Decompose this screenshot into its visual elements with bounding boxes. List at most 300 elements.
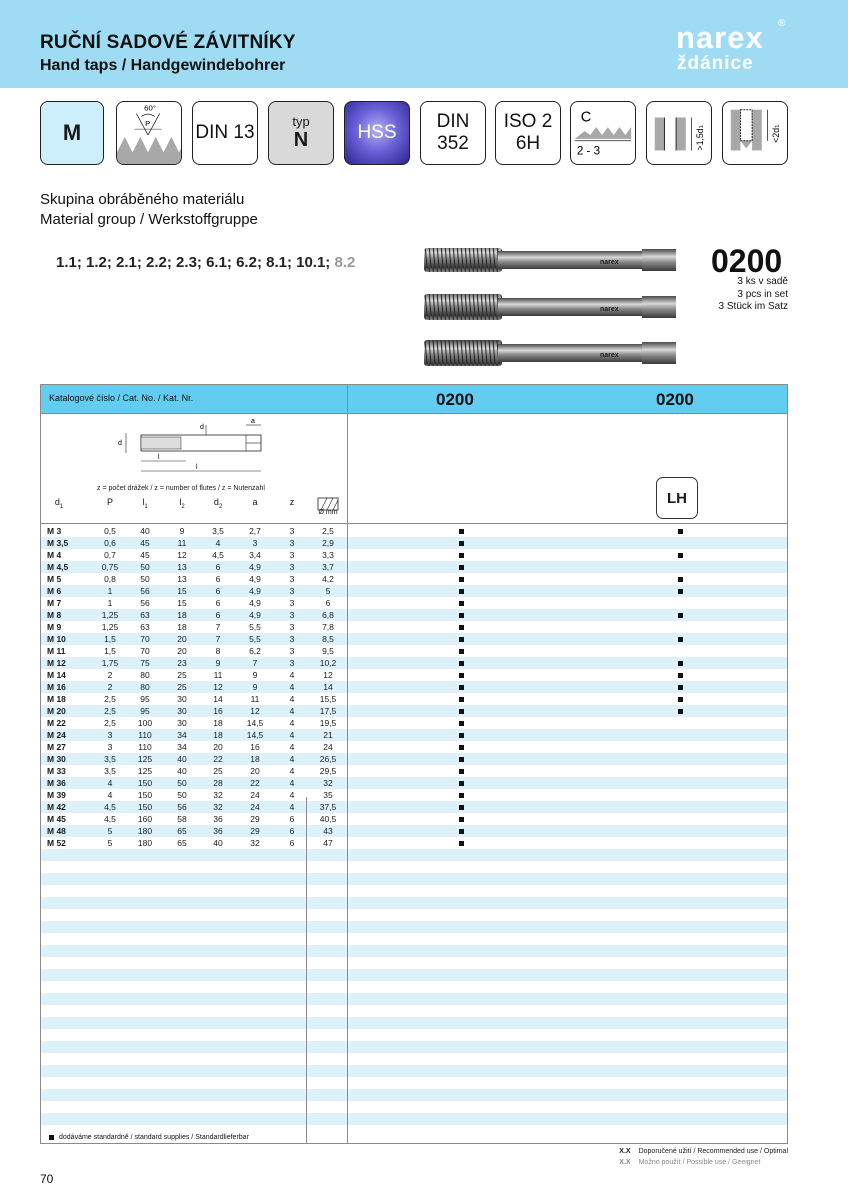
cell-l1: 80 <box>140 682 150 692</box>
table-row <box>41 1101 787 1113</box>
table-row <box>41 585 787 597</box>
supply-mark-0200-lh <box>678 661 683 666</box>
cell-thread: M 42 <box>47 802 66 812</box>
din13-label: DIN 13 <box>195 122 255 143</box>
cell-thread: M 4 <box>47 550 62 560</box>
table-row <box>41 1029 787 1041</box>
material-group-cz: Skupina obráběného materiálu <box>40 191 245 208</box>
cell-thread: M 3,5 <box>47 538 69 548</box>
cell-drill: 29,5 <box>319 766 337 776</box>
specification-table <box>40 384 788 1144</box>
table-row <box>41 981 787 993</box>
drawing-label-a: a <box>251 418 255 425</box>
supply-mark-0200 <box>459 781 464 786</box>
table-row <box>41 1089 787 1101</box>
cell-p: 0,6 <box>104 538 116 548</box>
cell-d2: 18 <box>213 730 223 740</box>
cell-l2: 34 <box>177 742 187 752</box>
supply-mark-0200-lh <box>678 529 683 534</box>
cell-a: 14,5 <box>246 718 264 728</box>
header-drill: Ø mm <box>318 509 338 516</box>
hss-label: HSS <box>357 122 397 143</box>
cell-thread: M 33 <box>47 766 66 776</box>
logo-text-top: narex <box>676 20 764 55</box>
cell-drill: 2,9 <box>322 538 334 548</box>
header-flutes: z <box>289 497 295 507</box>
cell-a: 12 <box>250 706 260 716</box>
catalog-number-label: Katalogové číslo / Cat. No. / Kat. Nr. <box>49 393 194 403</box>
cell-a: 5,5 <box>249 622 261 632</box>
supply-mark-0200-lh <box>678 589 683 594</box>
cell-d2: 6 <box>215 574 221 584</box>
cell-a: 6,2 <box>249 646 261 656</box>
through-depth-label: >1,5d <box>695 128 706 151</box>
cell-drill: 43 <box>323 826 333 836</box>
cell-p: 2 <box>107 682 113 692</box>
table-row <box>41 621 787 633</box>
table-row <box>41 1113 787 1125</box>
cell-p: 1 <box>107 586 113 596</box>
column-code-2: 0200 <box>656 390 694 409</box>
cell-a: 3,4 <box>249 550 261 560</box>
table-row <box>41 609 787 621</box>
cell-drill: 6,8 <box>322 610 334 620</box>
supply-mark-0200 <box>459 817 464 822</box>
cell-l2: 15 <box>177 586 187 596</box>
cell-z: 4 <box>289 778 295 788</box>
table-row <box>41 705 787 717</box>
cell-l2: 58 <box>177 814 187 824</box>
supply-mark-0200-lh <box>678 673 683 678</box>
cell-l1: 100 <box>137 718 153 728</box>
cell-a: 20 <box>250 766 260 776</box>
cell-a: 3 <box>252 538 258 548</box>
cell-thread: M 8 <box>47 610 62 620</box>
drawing-label-l1: l <box>196 464 198 471</box>
cell-a: 24 <box>250 790 260 800</box>
cell-a: 32 <box>250 838 260 848</box>
cell-l1: 150 <box>137 778 153 788</box>
thread-type-badge <box>40 101 104 165</box>
cell-a: 5,5 <box>249 634 261 644</box>
cell-z: 3 <box>289 538 295 548</box>
cell-d2: 9 <box>215 658 221 668</box>
cell-thread: M 5 <box>47 574 62 584</box>
cell-z: 4 <box>289 706 295 716</box>
cell-d2: 36 <box>213 814 223 824</box>
cell-l1: 160 <box>137 814 153 824</box>
cell-drill: 3,7 <box>322 562 334 572</box>
cell-l2: 23 <box>177 658 187 668</box>
cell-z: 4 <box>289 682 295 692</box>
registered-mark: ® <box>778 18 786 29</box>
header-l2-text: l <box>179 497 182 507</box>
cell-p: 0,5 <box>104 526 116 536</box>
cell-thread: M 3 <box>47 526 62 536</box>
cell-p: 5 <box>107 838 113 848</box>
cell-l2: 13 <box>177 562 187 572</box>
usage-key-possible: X.X <box>619 1159 631 1166</box>
cell-a: 11 <box>250 694 260 704</box>
cell-l2: 50 <box>177 778 187 788</box>
header-banner <box>0 0 848 88</box>
cell-p: 0,8 <box>104 574 116 584</box>
cell-p: 2 <box>107 670 113 680</box>
cell-thread: M 39 <box>47 790 66 800</box>
svg-text:>1,5d1 <box>695 125 705 150</box>
cell-z: 3 <box>289 526 295 536</box>
iso-label-bottom: 6H <box>515 133 541 154</box>
cell-l2: 11 <box>177 538 187 548</box>
cell-d2: 40 <box>213 838 223 848</box>
cell-z: 4 <box>289 730 295 740</box>
table-row <box>41 813 787 825</box>
supply-mark-0200-lh <box>678 637 683 642</box>
cell-thread: M 11 <box>47 646 66 656</box>
cell-a: 4,9 <box>249 598 261 608</box>
cell-z: 4 <box>289 802 295 812</box>
cell-thread: M 22 <box>47 718 66 728</box>
hss-material-badge <box>344 101 410 165</box>
cell-a: 4,9 <box>249 610 261 620</box>
tap-taper <box>424 248 676 272</box>
cell-a: 18 <box>250 754 260 764</box>
cell-l1: 80 <box>140 670 150 680</box>
supply-mark-0200-lh <box>678 697 683 702</box>
cell-a: 16 <box>250 742 260 752</box>
cell-d2: 25 <box>213 766 223 776</box>
din352-badge <box>420 101 486 165</box>
cell-d2: 32 <box>213 802 223 812</box>
table-row <box>41 789 787 801</box>
cell-thread: M 9 <box>47 622 62 632</box>
cell-p: 0,75 <box>101 562 119 572</box>
legend-square-icon <box>49 1135 54 1140</box>
tap-type-badge <box>268 101 334 165</box>
cell-l2: 18 <box>177 622 187 632</box>
cell-a: 7 <box>252 658 258 668</box>
cell-a: 9 <box>252 682 258 692</box>
blind-depth-label: <2d <box>771 127 782 143</box>
supply-mark-0200 <box>459 529 464 534</box>
cell-d2: 8 <box>215 646 221 656</box>
supply-mark-0200-lh <box>678 577 683 582</box>
supply-mark-0200 <box>459 793 464 798</box>
header-d1-text: d <box>54 497 60 507</box>
cell-d2: 7 <box>215 634 221 644</box>
supply-mark-0200 <box>459 613 464 618</box>
page-subtitle: Hand taps / Handgewindebohrer <box>40 57 286 74</box>
cell-drill: 5 <box>325 586 331 596</box>
cell-z: 3 <box>289 574 295 584</box>
cell-thread: M 7 <box>47 598 62 608</box>
page-number: 70 <box>40 1172 54 1186</box>
page-title: RUČNÍ SADOVÉ ZÁVITNÍKY <box>40 32 296 53</box>
cell-z: 4 <box>289 694 295 704</box>
cell-z: 3 <box>289 658 295 668</box>
table-row <box>41 765 787 777</box>
supply-mark-0200 <box>459 829 464 834</box>
table-row <box>41 1041 787 1053</box>
cell-thread: M 4,5 <box>47 562 69 572</box>
drawing-label-d1: d <box>118 440 122 447</box>
cell-l2: 12 <box>177 550 187 560</box>
supply-mark-0200 <box>459 745 464 750</box>
cell-l1: 150 <box>137 802 153 812</box>
cell-l2: 65 <box>177 838 187 848</box>
table-row <box>41 645 787 657</box>
cell-thread: M 48 <box>47 826 66 836</box>
cell-thread: M 12 <box>47 658 66 668</box>
cell-p: 2,5 <box>104 718 116 728</box>
cell-d2: 14 <box>213 694 223 704</box>
cell-l1: 70 <box>140 646 150 656</box>
usage-key-recommended: X.X <box>619 1148 631 1155</box>
cell-z: 3 <box>289 634 295 644</box>
cell-d2: 7 <box>215 622 221 632</box>
material-groups-main: 1.1; 1.2; 2.1; 2.2; 2.3; 6.1; 6.2; 8.1; 10.1; <box>56 254 331 271</box>
product-code: 0200 <box>711 243 783 279</box>
header-d2-text: d <box>213 497 219 507</box>
through-depth-sub: 1 <box>699 125 706 129</box>
table-row <box>41 741 787 753</box>
cell-drill: 37,5 <box>319 802 337 812</box>
supply-mark-0200 <box>459 757 464 762</box>
cell-d2: 4,5 <box>212 550 224 560</box>
thread-profile-icon <box>116 101 182 165</box>
cell-z: 3 <box>289 610 295 620</box>
cell-d2: 6 <box>215 610 221 620</box>
cell-a: 24 <box>250 802 260 812</box>
through-hole-depth-icon <box>646 101 712 165</box>
material-groups-possible: 8.2 <box>334 254 356 271</box>
tap-brand-1: narex <box>600 259 619 266</box>
supply-mark-0200 <box>459 841 464 846</box>
left-hand-badge <box>656 477 698 519</box>
table-row <box>41 1077 787 1089</box>
divider-header-left <box>41 413 347 414</box>
header-a: a <box>252 497 258 507</box>
cell-l2: 50 <box>177 790 187 800</box>
supply-mark-0200 <box>459 805 464 810</box>
thread-profile-svg <box>117 101 181 165</box>
cell-l2: 25 <box>177 670 187 680</box>
cell-d2: 6 <box>215 562 221 572</box>
cell-a: 4,9 <box>249 586 261 596</box>
cell-z: 3 <box>289 550 295 560</box>
cell-l2: 56 <box>177 802 187 812</box>
header-d2-sub: 2 <box>218 503 223 510</box>
header-l1-sub: 1 <box>144 503 148 510</box>
table-row <box>41 597 787 609</box>
cell-z: 4 <box>289 766 295 776</box>
supply-mark-0200 <box>459 661 464 666</box>
chamfer-value: 2 - 3 <box>576 144 601 158</box>
table-row <box>41 633 787 645</box>
cell-a: 29 <box>250 826 260 836</box>
cell-p: 3 <box>107 742 113 752</box>
table-row <box>41 945 787 957</box>
cell-d2: 18 <box>213 718 223 728</box>
table-row <box>41 957 787 969</box>
cell-p: 3,5 <box>104 766 116 776</box>
cell-z: 4 <box>289 742 295 752</box>
supply-mark-0200 <box>459 553 464 558</box>
cell-l2: 15 <box>177 598 187 608</box>
cell-z: 4 <box>289 670 295 680</box>
set-quantity-de: 3 Stück im Satz <box>718 301 788 312</box>
tap-intermediate <box>424 294 676 320</box>
legend-text: dodáváme standardně / standard supplies / Standardlieferbar <box>59 1134 249 1141</box>
cell-d2: 36 <box>213 826 223 836</box>
angle-label: 60° <box>144 103 156 113</box>
set-quantity-cz: 3 ks v sadě <box>737 276 788 287</box>
supply-mark-0200 <box>459 589 464 594</box>
usage-possible: Možno použít / Possible use / Geeignet <box>638 1159 761 1166</box>
cell-p: 1,5 <box>104 634 116 644</box>
cell-d2: 22 <box>213 754 223 764</box>
din13-badge <box>192 101 258 165</box>
cell-p: 1,5 <box>104 646 116 656</box>
cell-thread: M 45 <box>47 814 66 824</box>
cell-drill: 21 <box>323 730 333 740</box>
cell-z: 6 <box>289 814 295 824</box>
cell-p: 1,25 <box>101 610 119 620</box>
cell-l1: 180 <box>137 838 153 848</box>
cell-a: 9 <box>252 670 258 680</box>
cell-drill: 7,8 <box>322 622 334 632</box>
cell-l2: 40 <box>177 754 187 764</box>
supply-mark-0200 <box>459 733 464 738</box>
chamfer-form-icon <box>570 101 636 165</box>
divider-main <box>347 385 348 1144</box>
cell-l2: 65 <box>177 826 187 836</box>
cell-l2: 9 <box>179 526 185 536</box>
header-pitch: P <box>106 497 113 507</box>
table-row <box>41 849 787 861</box>
cell-p: 5 <box>107 826 113 836</box>
table-row <box>41 1053 787 1065</box>
header-d2 <box>203 497 233 510</box>
supply-mark-0200 <box>459 685 464 690</box>
cell-z: 3 <box>289 622 295 632</box>
cell-l2: 30 <box>177 694 187 704</box>
cell-l1: 56 <box>140 598 150 608</box>
table-row <box>41 909 787 921</box>
tap-brand-3: narex <box>600 352 619 359</box>
cell-drill: 3,3 <box>322 550 334 560</box>
cell-drill: 14 <box>323 682 333 692</box>
cell-p: 4,5 <box>104 802 116 812</box>
cell-l2: 20 <box>177 646 187 656</box>
supply-mark-0200-lh <box>678 613 683 618</box>
cell-l1: 75 <box>140 658 150 668</box>
cell-d2: 16 <box>213 706 223 716</box>
usage-legend <box>619 1146 788 1168</box>
cell-drill: 40,5 <box>319 814 337 824</box>
cell-d2: 4 <box>215 538 221 548</box>
pitch-label: P <box>145 119 151 129</box>
logo-text-bottom: ždánice <box>677 53 754 74</box>
cell-z: 3 <box>289 562 295 572</box>
cell-d2: 3,5 <box>212 526 224 536</box>
cell-l1: 63 <box>140 610 150 620</box>
cell-drill: 17,5 <box>319 706 337 716</box>
table-row <box>41 801 787 813</box>
cell-p: 4,5 <box>104 814 116 824</box>
table-row <box>41 717 787 729</box>
cell-drill: 9,5 <box>322 646 334 656</box>
cell-l2: 40 <box>177 766 187 776</box>
cell-z: 6 <box>289 826 295 836</box>
supply-mark-0200 <box>459 709 464 714</box>
cell-z: 3 <box>289 598 295 608</box>
cell-drill: 6 <box>325 598 331 608</box>
supply-mark-0200 <box>459 649 464 654</box>
cell-drill: 8,5 <box>322 634 334 644</box>
cell-l1: 50 <box>140 562 150 572</box>
cell-z: 4 <box>289 790 295 800</box>
cell-p: 1,75 <box>101 658 119 668</box>
table-row <box>41 729 787 741</box>
supply-mark-0200 <box>459 637 464 642</box>
table-row <box>41 921 787 933</box>
table-row <box>41 873 787 885</box>
cell-l1: 63 <box>140 622 150 632</box>
material-group-list <box>56 254 355 271</box>
cell-l1: 45 <box>140 538 150 548</box>
tap-set-illustration <box>424 244 680 368</box>
cell-l1: 110 <box>138 742 152 752</box>
cell-l2: 34 <box>177 730 187 740</box>
supply-mark-0200-lh <box>678 685 683 690</box>
usage-recommended: Doporučené užití / Recommended use / Optimal <box>638 1148 788 1155</box>
cell-d2: 11 <box>213 670 223 680</box>
column-code-1: 0200 <box>436 390 474 409</box>
cell-thread: M 18 <box>47 694 66 704</box>
cell-l1: 180 <box>137 826 153 836</box>
divider-columns <box>41 523 787 524</box>
cell-l2: 20 <box>177 634 187 644</box>
cell-l2: 25 <box>177 682 187 692</box>
cell-thread: M 20 <box>47 706 66 716</box>
divider-header <box>347 413 787 414</box>
cell-l1: 110 <box>138 730 152 740</box>
cell-z: 4 <box>289 754 295 764</box>
cell-p: 2,5 <box>104 694 116 704</box>
table-row <box>41 1005 787 1017</box>
cell-thread: M 14 <box>47 670 66 680</box>
table-row <box>41 897 787 909</box>
cell-d2: 32 <box>213 790 223 800</box>
header-l1-text: l <box>142 497 145 507</box>
cell-p: 4 <box>107 790 113 800</box>
supply-mark-0200-lh <box>678 553 683 558</box>
cell-d2: 20 <box>213 742 223 752</box>
cell-l1: 45 <box>140 550 150 560</box>
cell-thread: M 24 <box>47 730 66 740</box>
cell-a: 14,5 <box>246 730 264 740</box>
table-row <box>41 693 787 705</box>
cell-drill: 35 <box>323 790 333 800</box>
supply-mark-0200 <box>459 697 464 702</box>
table-row <box>41 753 787 765</box>
cell-l1: 50 <box>140 574 150 584</box>
chamfer-form-svg <box>571 101 635 165</box>
table-row <box>41 1017 787 1029</box>
table-row <box>41 969 787 981</box>
tap-type-value: N <box>293 129 309 151</box>
